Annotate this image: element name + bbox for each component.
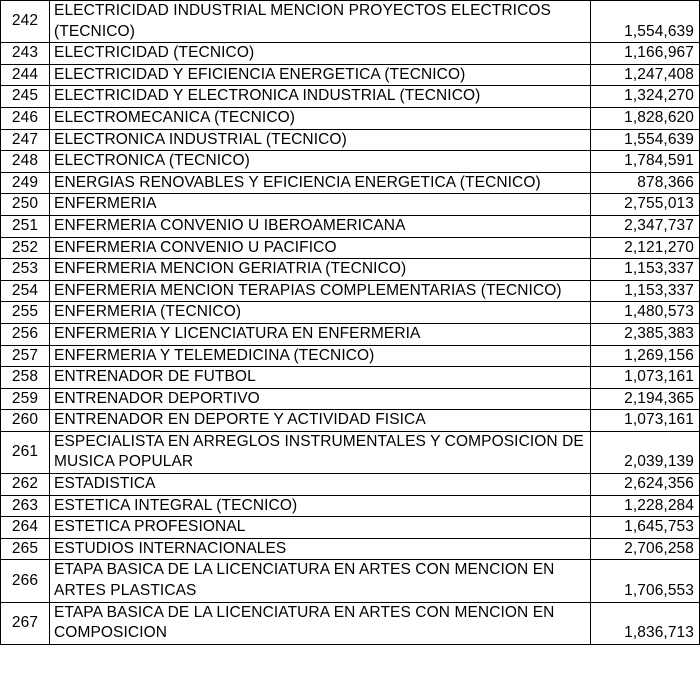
table-row (1, 495, 700, 517)
career-name: ELECTRONICA (TECNICO) (50, 151, 591, 173)
amount: 1,153,337 (591, 259, 700, 281)
row-number: 252 (1, 237, 50, 259)
amount: 2,347,737 (591, 215, 700, 237)
career-name: ELECTRONICA INDUSTRIAL (TECNICO) (50, 129, 591, 151)
row-number: 261 (1, 431, 50, 473)
amount: 1,073,161 (591, 410, 700, 432)
career-name: ENFERMERIA (TECNICO) (50, 302, 591, 324)
amount: 1,645,753 (591, 517, 700, 539)
table-row (1, 86, 700, 108)
row-number: 267 (1, 602, 50, 644)
table-row (1, 410, 700, 432)
table-row (1, 64, 700, 86)
table-row (1, 602, 700, 644)
career-name: ENFERMERIA Y TELEMEDICINA (TECNICO) (50, 345, 591, 367)
row-number: 254 (1, 280, 50, 302)
table-row (1, 302, 700, 324)
career-name: ENTRENADOR EN DEPORTE Y ACTIVIDAD FISICA (50, 410, 591, 432)
table-row (1, 259, 700, 281)
row-number: 247 (1, 129, 50, 151)
amount: 2,624,356 (591, 474, 700, 496)
amount: 1,324,270 (591, 86, 700, 108)
row-number: 253 (1, 259, 50, 281)
career-name: ESPECIALISTA EN ARREGLOS INSTRUMENTALES Y COMPOSICION DE MUSICA POPULAR (50, 431, 591, 473)
table-row (1, 43, 700, 65)
row-number: 266 (1, 560, 50, 602)
career-name: ENTRENADOR DE FUTBOL (50, 367, 591, 389)
table-row (1, 129, 700, 151)
table-row (1, 194, 700, 216)
career-name: ESTETICA INTEGRAL (TECNICO) (50, 495, 591, 517)
career-name: ENFERMERIA CONVENIO U IBEROAMERICANA (50, 215, 591, 237)
table-row (1, 107, 700, 129)
career-name: ELECTROMECANICA (TECNICO) (50, 107, 591, 129)
career-name: ENFERMERIA (50, 194, 591, 216)
table-row (1, 388, 700, 410)
amount: 1,554,639 (591, 129, 700, 151)
table-row (1, 1, 700, 43)
row-number: 256 (1, 323, 50, 345)
row-number: 249 (1, 172, 50, 194)
amount: 2,385,383 (591, 323, 700, 345)
row-number: 264 (1, 517, 50, 539)
career-name: ESTUDIOS INTERNACIONALES (50, 538, 591, 560)
row-number: 258 (1, 367, 50, 389)
amount: 2,755,013 (591, 194, 700, 216)
career-name: ENFERMERIA CONVENIO U PACIFICO (50, 237, 591, 259)
amount: 1,269,156 (591, 345, 700, 367)
table-row (1, 215, 700, 237)
row-number: 260 (1, 410, 50, 432)
table-row (1, 345, 700, 367)
amount: 1,153,337 (591, 280, 700, 302)
row-number: 248 (1, 151, 50, 173)
row-number: 259 (1, 388, 50, 410)
career-name: ENFERMERIA MENCION GERIATRIA (TECNICO) (50, 259, 591, 281)
row-number: 245 (1, 86, 50, 108)
amount: 1,784,591 (591, 151, 700, 173)
amount: 2,194,365 (591, 388, 700, 410)
amount: 1,706,553 (591, 560, 700, 602)
row-number: 257 (1, 345, 50, 367)
table-row (1, 560, 700, 602)
amount: 878,366 (591, 172, 700, 194)
table-row (1, 151, 700, 173)
table-row (1, 431, 700, 473)
amount: 1,836,713 (591, 602, 700, 644)
career-name: ENFERMERIA MENCION TERAPIAS COMPLEMENTARIAS (TECNICO) (50, 280, 591, 302)
career-name: ELECTRICIDAD (TECNICO) (50, 43, 591, 65)
table-row (1, 172, 700, 194)
row-number: 262 (1, 474, 50, 496)
career-name: ETAPA BASICA DE LA LICENCIATURA EN ARTES CON MENCION EN ARTES PLASTICAS (50, 560, 591, 602)
row-number: 263 (1, 495, 50, 517)
table-row (1, 517, 700, 539)
row-number: 251 (1, 215, 50, 237)
career-name: ENTRENADOR DEPORTIVO (50, 388, 591, 410)
career-name: ENFERMERIA Y LICENCIATURA EN ENFERMERIA (50, 323, 591, 345)
amount: 1,828,620 (591, 107, 700, 129)
career-name: ELECTRICIDAD Y EFICIENCIA ENERGETICA (TECNICO) (50, 64, 591, 86)
row-number: 242 (1, 1, 50, 43)
amount: 1,073,161 (591, 367, 700, 389)
row-number: 246 (1, 107, 50, 129)
table-row (1, 237, 700, 259)
row-number: 244 (1, 64, 50, 86)
table-row (1, 367, 700, 389)
amount: 1,480,573 (591, 302, 700, 324)
amount: 1,228,284 (591, 495, 700, 517)
table-row (1, 280, 700, 302)
career-name: ENERGIAS RENOVABLES Y EFICIENCIA ENERGETICA (TECNICO) (50, 172, 591, 194)
row-number: 255 (1, 302, 50, 324)
amount: 1,247,408 (591, 64, 700, 86)
row-number: 265 (1, 538, 50, 560)
career-name: ETAPA BASICA DE LA LICENCIATURA EN ARTES CON MENCION EN COMPOSICION (50, 602, 591, 644)
table-row (1, 474, 700, 496)
table-row (1, 538, 700, 560)
amount: 2,121,270 (591, 237, 700, 259)
career-name: ESTADISTICA (50, 474, 591, 496)
table-row (1, 323, 700, 345)
row-number: 250 (1, 194, 50, 216)
amount: 1,554,639 (591, 1, 700, 43)
career-name: ELECTRICIDAD Y ELECTRONICA INDUSTRIAL (TECNICO) (50, 86, 591, 108)
career-name: ELECTRICIDAD INDUSTRIAL MENCION PROYECTOS ELECTRICOS (TECNICO) (50, 1, 591, 43)
amount: 2,706,258 (591, 538, 700, 560)
career-name: ESTETICA PROFESIONAL (50, 517, 591, 539)
amount: 2,039,139 (591, 431, 700, 473)
row-number: 243 (1, 43, 50, 65)
amount: 1,166,967 (591, 43, 700, 65)
